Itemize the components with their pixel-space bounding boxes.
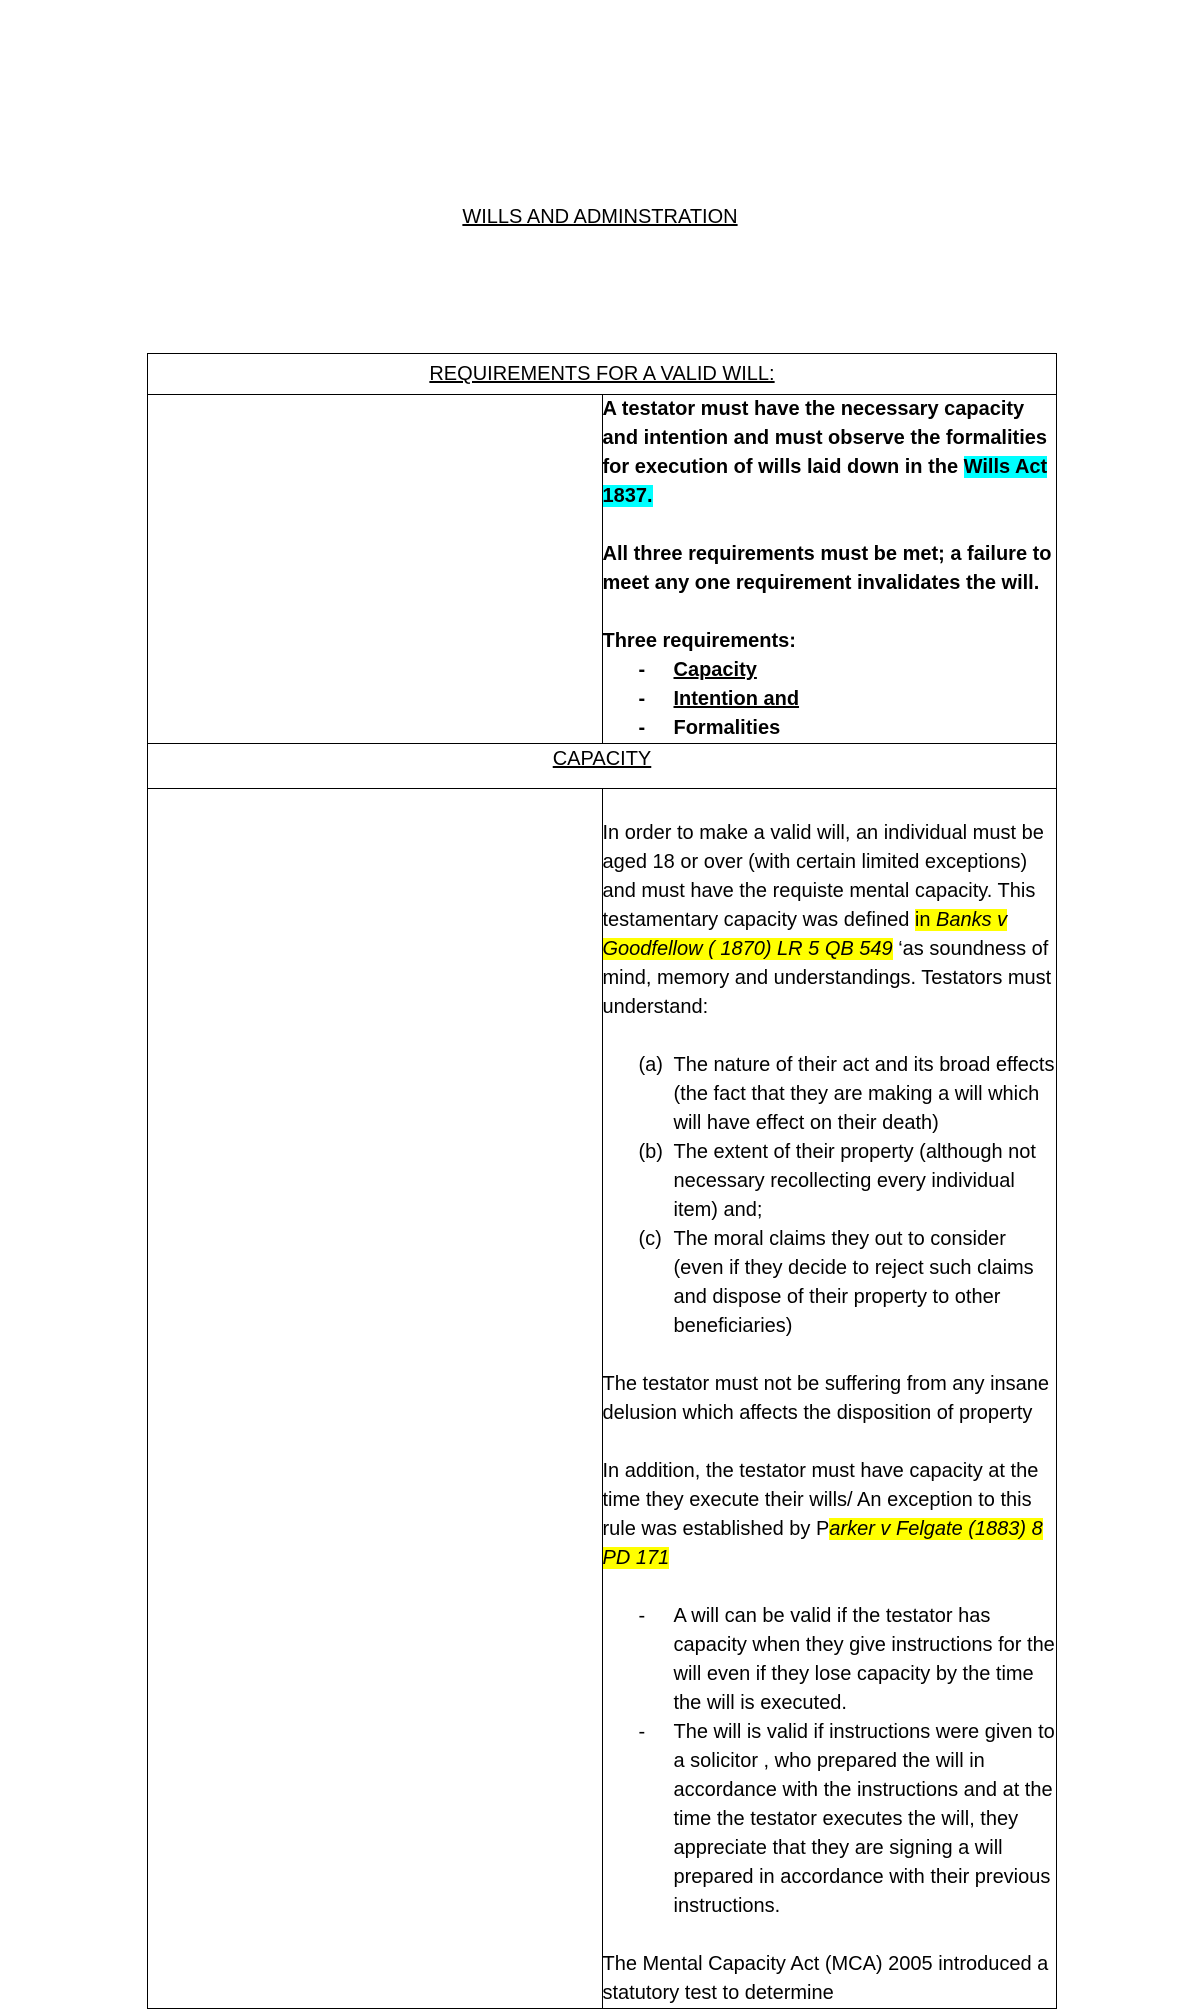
list-item: (b) The extent of their property (although not necessary recollecting every individual item) and; — [638, 1141, 1036, 1221]
list-item: - The will is valid if instructions were given to a solicitor , who prepared the will in accordance with the instructions and at the time the testator executes the will, they appreciate that they are signing a will prepared in accordance with their previous instructions. — [638, 1721, 1055, 1917]
requirements-table — [147, 353, 1057, 2009]
capacity-body — [602, 789, 1057, 2009]
capacity-paragraph-2: The testator must not be suffering from any insane delusion which affects the disposition of property — [602, 1373, 1050, 1424]
page-title: WILLS AND ADMINSTRATION — [462, 206, 738, 228]
list-item: - Intention and — [638, 688, 800, 710]
list-item: (c) The moral claims they out to consider (even if they decide to reject such claims and dispose of their property to other beneficiaries) — [638, 1228, 1034, 1337]
requirements-list — [603, 656, 1057, 743]
list-item: (a) The nature of their act and its broad effects (the fact that they are making a will which will have effect on their death) — [638, 1054, 1055, 1134]
left-margin-cell — [148, 789, 603, 2009]
capacity-paragraph-3: In addition, the testator must have capacity at the time they execute their wills/ An exception to this rule was established by Parker v Felgate (1883) 8 PD 171 — [602, 1460, 1043, 1569]
parker-case-highlight: arker v Felgate (1883) 8 PD 171 — [602, 1518, 1043, 1569]
capacity-paragraph-1: In order to make a valid will, an individual must be aged 18 or over (with certain limited exceptions) and must have the requiste mental capacity. This testamentary capacity was defined in Banks v Goodfellow ( 1870) LR 5 QB 549 ‘as soundness of mind, memory and understandings. Testators must understand: — [602, 822, 1052, 1018]
capacity-paragraph-4: The Mental Capacity Act (MCA) 2005 introduced a statutory test to determine — [602, 1953, 1049, 2004]
requirements-header: REQUIREMENTS FOR A VALID WILL: — [148, 354, 1057, 395]
list-item: - Capacity — [638, 659, 757, 681]
intro-text: A testator must have the necessary capacity and intention and must observe the formalities for execution of wills laid down in the — [602, 398, 1048, 478]
requirements-body — [602, 395, 1057, 744]
wills-act-highlight: Wills Act 1837. — [602, 456, 1048, 507]
capacity-header: CAPACITY — [148, 744, 1057, 789]
banks-case-highlight: in Banks v Goodfellow ( 1870) LR 5 QB 549 — [602, 909, 1008, 960]
capacity-points-list — [603, 1051, 1057, 1341]
three-requirements-label: Three requirements: — [602, 630, 796, 652]
list-item: - A will can be valid if the testator has capacity when they give instructions for the will even if they lose capacity by the time the will is executed. — [638, 1605, 1055, 1714]
all-three-paragraph: All three requirements must be met; a failure to meet any one requirement invalidates the will. — [602, 543, 1052, 594]
list-item: - Formalities — [638, 717, 781, 739]
parker-bullets — [603, 1602, 1057, 1921]
left-margin-cell — [148, 395, 603, 744]
requirements-intro — [603, 395, 1057, 511]
